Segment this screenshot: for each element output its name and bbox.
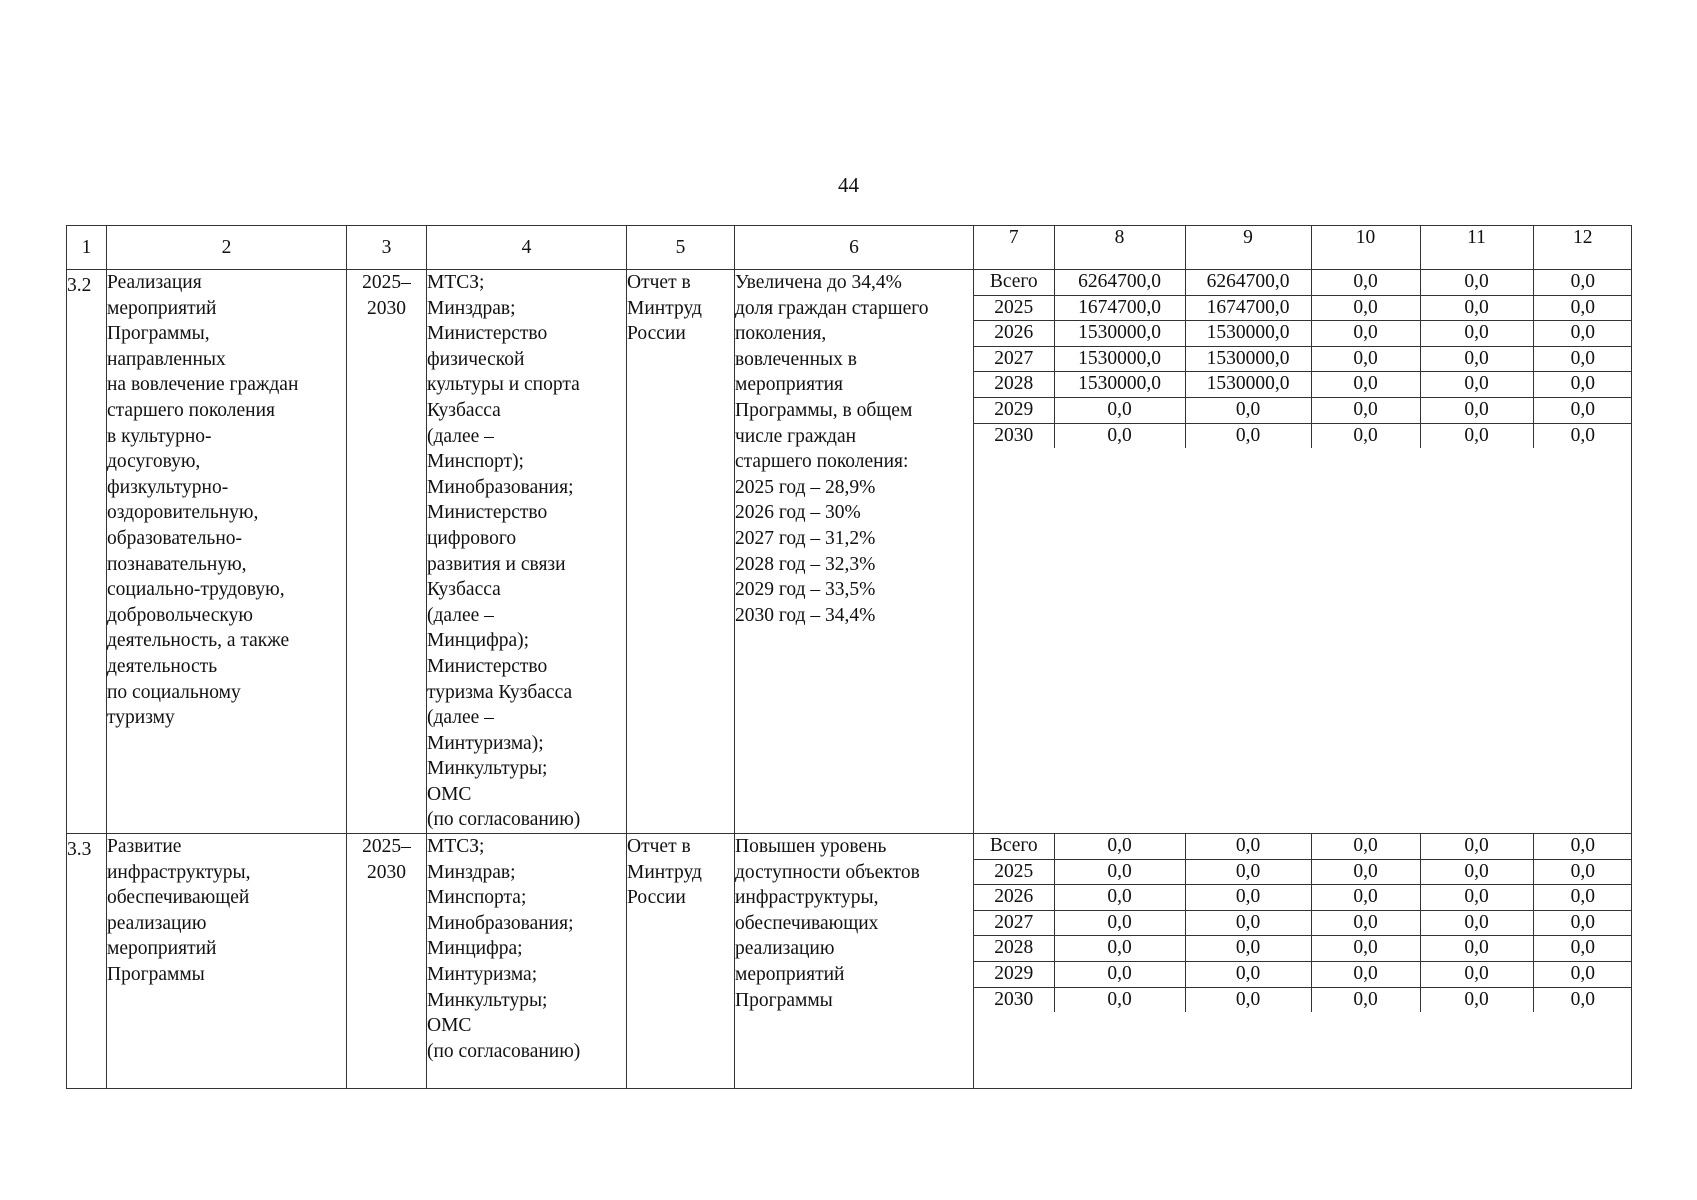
finance-value: 0,0	[1533, 834, 1632, 859]
header-cell: 1	[67, 226, 107, 270]
finance-row	[974, 936, 1632, 962]
finance-value: 0,0	[1420, 962, 1533, 988]
report-form-line: Отчет в	[627, 836, 691, 858]
activity-title-line: физкультурно-	[107, 476, 229, 498]
activity-title-line: Программы	[107, 964, 205, 986]
expected-result-line: Программы	[735, 989, 833, 1011]
finance-value: 0,0	[1533, 321, 1632, 347]
header-cell: 3	[347, 226, 427, 270]
executors-line: (по согласованию)	[427, 1040, 581, 1062]
executors-line: Министерство	[427, 502, 548, 524]
activity-title-line: деятельность, а также	[107, 630, 290, 652]
finance-year: 2028	[974, 372, 1054, 398]
finance-year: 2027	[974, 346, 1054, 372]
report-form-line: России	[627, 887, 686, 909]
finance-value: 0,0	[1420, 295, 1533, 321]
finance-year: Всего	[974, 834, 1054, 859]
finance-value: 0,0	[1054, 987, 1185, 1012]
finance-year: 2026	[974, 321, 1054, 347]
finance-value: 0,0	[1311, 987, 1420, 1012]
finance-value: 0,0	[1054, 885, 1185, 911]
finance-value: 0,0	[1533, 987, 1632, 1012]
finance-year: 2030	[994, 988, 1034, 1010]
activity-title-line: туризму	[107, 707, 175, 729]
finance-value: 6264700,0	[1054, 270, 1185, 295]
finance-row	[974, 295, 1632, 321]
finance-value: 0,0	[1533, 423, 1632, 448]
executors-line: Минздрав;	[427, 297, 516, 319]
finance-value: 0,0	[1054, 859, 1185, 885]
activity-title-line: обеспечивающей	[107, 887, 250, 909]
period-line: 2025–	[362, 272, 411, 293]
activity-title	[107, 834, 347, 1089]
finance-row	[974, 910, 1632, 936]
activity-title-line: Развитие	[107, 836, 182, 858]
finance-value: 0,0	[1311, 936, 1420, 962]
finance-value: 0,0	[1420, 834, 1533, 859]
finance-value: 0,0	[1533, 962, 1632, 988]
expected-result	[735, 834, 974, 1089]
executors-line: (далее –	[427, 707, 494, 729]
table-row	[67, 270, 1632, 834]
expected-result-line: доступности объектов	[735, 861, 920, 883]
executors-line: Министерство	[427, 655, 548, 677]
executors	[427, 270, 627, 834]
expected-result-line: 2026 год – 30%	[735, 502, 861, 524]
report-form-line: Минтруд	[627, 861, 702, 883]
header-cell: 9	[1185, 226, 1311, 269]
finance-row	[974, 346, 1632, 372]
activity-title-line: Программы,	[107, 323, 210, 345]
activity-title-line: на вовлечение граждан	[107, 374, 299, 396]
finance-value: 0,0	[1185, 936, 1311, 962]
finance-block	[974, 834, 1632, 1089]
activity-title-line: добровольческую	[107, 604, 253, 626]
finance-value: 0,0	[1533, 346, 1632, 372]
finance-year: 2027	[974, 910, 1054, 936]
finance-value: 0,0	[1311, 885, 1420, 911]
finance-value: 0,0	[1533, 270, 1632, 295]
finance-value: 0,0	[1420, 859, 1533, 885]
activity-title-line: познавательную,	[107, 553, 247, 575]
finance-value: 0,0	[1185, 397, 1311, 423]
period-line: 2030	[367, 297, 406, 319]
finance-year: 2028	[974, 936, 1054, 962]
executors-line: Кузбасса	[427, 579, 501, 601]
finance-value: 0,0	[1311, 295, 1420, 321]
report-form-line: Минтруд	[627, 297, 702, 319]
header-cell: 10	[1311, 226, 1420, 269]
expected-result-line: доля граждан старшего	[735, 297, 929, 319]
report-form	[627, 834, 735, 1089]
finance-value: 0,0	[1054, 397, 1185, 423]
finance-value: 0,0	[1311, 910, 1420, 936]
executors-line: Минкультуры;	[427, 989, 548, 1011]
activity-title-line: реализацию	[107, 912, 207, 934]
expected-result-line: Программы, в общем	[735, 399, 913, 421]
executors-line: Министерство	[427, 323, 548, 345]
finance-row	[974, 859, 1632, 885]
activity-title-line: оздоровительную,	[107, 502, 259, 524]
finance-value: 0,0	[1420, 423, 1533, 448]
expected-result-line: Увеличена до 34,4%	[735, 272, 902, 293]
finance-value: 0,0	[1054, 962, 1185, 988]
header-cell: 8	[1054, 226, 1185, 269]
executors-line: цифрового	[427, 527, 517, 549]
executors-line: Минкультуры;	[427, 758, 548, 780]
activity-title	[107, 270, 347, 834]
finance-row	[974, 834, 1632, 859]
expected-result-line: старшего поколения:	[735, 451, 909, 473]
finance-value: 0,0	[1420, 397, 1533, 423]
executors-line: Минспорт);	[427, 451, 524, 473]
finance-value: 0,0	[1185, 885, 1311, 911]
finance-row	[974, 270, 1632, 295]
finance-year: 2029	[974, 962, 1054, 988]
finance-year: 2025	[974, 859, 1054, 885]
executors-line: Минцифра;	[427, 938, 523, 960]
finance-value: 0,0	[1054, 423, 1185, 448]
finance-value: 0,0	[1054, 936, 1185, 962]
finance-row	[974, 372, 1632, 398]
executors-line: Минцифра);	[427, 630, 530, 652]
period	[347, 834, 427, 1089]
finance-value: 1530000,0	[1185, 321, 1311, 347]
finance-value: 0,0	[1420, 346, 1533, 372]
executors-line: Минтуризма;	[427, 964, 538, 986]
row-number: 3.2	[67, 270, 107, 834]
expected-result-line: 2028 год – 32,3%	[735, 553, 876, 575]
activity-title-line: инфраструктуры,	[107, 861, 251, 883]
expected-result-line: 2025 год – 28,9%	[735, 476, 876, 498]
period	[347, 270, 427, 834]
activity-title-line: мероприятий	[107, 297, 217, 319]
finance-value: 0,0	[1185, 834, 1311, 859]
expected-result-line: числе граждан	[735, 425, 857, 447]
finance-value: 0,0	[1054, 910, 1185, 936]
expected-result	[735, 270, 974, 834]
finance-value: 1530000,0	[1185, 372, 1311, 398]
activity-title-line: в культурно-	[107, 425, 212, 447]
header-row	[67, 226, 1632, 270]
finance-value: 0,0	[1533, 397, 1632, 423]
expected-result-line: вовлеченных в	[735, 348, 857, 370]
finance-value: 0,0	[1420, 321, 1533, 347]
header-finance-group	[974, 226, 1632, 270]
executors-line: Минздрав;	[427, 861, 516, 883]
finance-year: 2026	[974, 885, 1054, 911]
finance-value: 1530000,0	[1054, 346, 1185, 372]
expected-result-line: инфраструктуры,	[735, 887, 879, 909]
activity-title-line: досуговую,	[107, 451, 201, 473]
finance-value: 0,0	[1185, 910, 1311, 936]
finance-value: 1674700,0	[1185, 295, 1311, 321]
activity-title-line: социально-трудовую,	[107, 579, 285, 601]
finance-value: 6264700,0	[1185, 270, 1311, 295]
finance-year: Всего	[974, 270, 1054, 295]
finance-row	[974, 321, 1632, 347]
finance-value: 0,0	[1533, 910, 1632, 936]
expected-result-line: Повышен уровень	[735, 836, 887, 858]
finance-year: 2029	[974, 397, 1054, 423]
activity-title-line: по социальному	[107, 681, 241, 703]
finance-value: 0,0	[1420, 885, 1533, 911]
report-form-line: России	[627, 323, 686, 345]
expected-result-line: обеспечивающих	[735, 912, 879, 934]
finance-value: 0,0	[1533, 859, 1632, 885]
executors-line: МТСЗ;	[427, 836, 485, 858]
finance-value: 0,0	[1185, 859, 1311, 885]
finance-block	[974, 270, 1632, 834]
executors-line: Минтуризма);	[427, 732, 544, 754]
expected-result-line: 2030 год – 34,4%	[735, 604, 876, 626]
report-form	[627, 270, 735, 834]
finance-value: 0,0	[1420, 987, 1533, 1012]
executors-line: (далее –	[427, 425, 494, 447]
finance-value: 0,0	[1185, 423, 1311, 448]
finance-value: 0,0	[1420, 270, 1533, 295]
header-cell: 7	[1008, 227, 1019, 248]
activity-title-line: мероприятий	[107, 938, 217, 960]
finance-value: 1530000,0	[1185, 346, 1311, 372]
expected-result-line: мероприятий	[735, 964, 845, 986]
executors-line: (далее –	[427, 604, 494, 626]
finance-value: 0,0	[1420, 372, 1533, 398]
activity-title-line: образовательно-	[107, 527, 242, 549]
header-cell: 4	[427, 226, 627, 270]
expected-result-line: 2029 год – 33,5%	[735, 579, 876, 601]
period-line: 2030	[367, 861, 406, 883]
executors-line: развития и связи	[427, 553, 566, 575]
table-row	[67, 834, 1632, 1089]
finance-year: 2025	[974, 295, 1054, 321]
activity-title-line: Реализация	[107, 272, 202, 293]
finance-value: 0,0	[1185, 987, 1311, 1012]
page-number: 44	[838, 173, 859, 197]
period-line: 2025–	[362, 836, 411, 858]
executors-line: Минобразования;	[427, 476, 574, 498]
executors-line: туризма Кузбасса	[427, 681, 573, 703]
executors-line: физической	[427, 348, 525, 370]
finance-value: 0,0	[1311, 834, 1420, 859]
expected-result-line: поколения,	[735, 323, 827, 345]
finance-value: 0,0	[1420, 936, 1533, 962]
finance-value: 0,0	[1311, 346, 1420, 372]
finance-year: 2030	[994, 424, 1034, 446]
finance-row	[974, 962, 1632, 988]
executors-line: (по согласованию)	[427, 809, 581, 831]
finance-row	[974, 423, 1632, 448]
finance-value: 0,0	[1533, 936, 1632, 962]
header-cell: 2	[107, 226, 347, 270]
expected-result-line: реализацию	[735, 938, 835, 960]
finance-value: 0,0	[1311, 397, 1420, 423]
finance-row	[974, 397, 1632, 423]
finance-value: 0,0	[1311, 270, 1420, 295]
activity-title-line: старшего поколения	[107, 399, 276, 421]
finance-value: 0,0	[1311, 321, 1420, 347]
finance-value: 0,0	[1185, 962, 1311, 988]
finance-value: 0,0	[1054, 834, 1185, 859]
finance-value: 1530000,0	[1054, 372, 1185, 398]
finance-row	[974, 885, 1632, 911]
header-cell: 11	[1420, 226, 1533, 269]
report-form-line: Отчет в	[627, 272, 691, 293]
row-number: 3.3	[67, 834, 107, 1089]
finance-value: 0,0	[1420, 910, 1533, 936]
executors-line: Кузбасса	[427, 399, 501, 421]
finance-row	[974, 987, 1632, 1012]
activity-title-line: направленных	[107, 348, 226, 370]
finance-value: 1674700,0	[1054, 295, 1185, 321]
activity-title-line: деятельность	[107, 655, 218, 677]
executors-line: ОМС	[427, 1015, 472, 1037]
finance-value: 0,0	[1533, 885, 1632, 911]
executors	[427, 834, 627, 1089]
header-cell: 6	[735, 226, 974, 270]
finance-value: 0,0	[1311, 372, 1420, 398]
expected-result-line: 2027 год – 31,2%	[735, 527, 876, 549]
executors-line: МТСЗ;	[427, 272, 485, 293]
finance-value: 0,0	[1311, 423, 1420, 448]
executors-line: Минобразования;	[427, 912, 574, 934]
finance-value: 0,0	[1311, 859, 1420, 885]
executors-line: Минспорта;	[427, 887, 527, 909]
finance-value: 0,0	[1533, 295, 1632, 321]
header-cell: 5	[627, 226, 735, 270]
finance-value: 0,0	[1311, 962, 1420, 988]
executors-line: культуры и спорта	[427, 374, 580, 396]
finance-value: 0,0	[1533, 372, 1632, 398]
expected-result-line: мероприятия	[735, 374, 844, 396]
header-cell: 12	[1533, 226, 1632, 269]
program-table	[66, 225, 1632, 1089]
finance-value: 1530000,0	[1054, 321, 1185, 347]
executors-line: ОМС	[427, 783, 472, 805]
